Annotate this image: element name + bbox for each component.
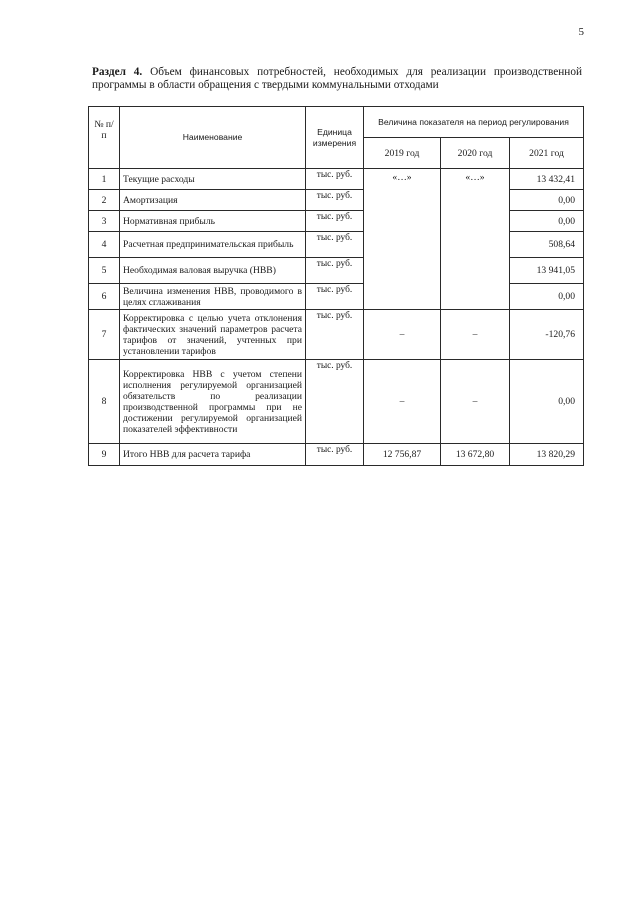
header-year-2020: 2020 год [441,138,510,169]
row-name: Расчетная предпринимательская прибыль [120,232,306,258]
table-row [89,258,584,284]
row-num: 6 [89,284,120,310]
section-label: Раздел 4. [92,66,143,78]
table-row [89,190,584,211]
row-value-2019: – [364,310,441,360]
row-unit: тыс. руб. [306,169,364,190]
merged-2019: «…» [364,169,441,310]
header-name: Наименование [120,107,306,169]
header-period: Величина показателя на период регулирования [364,107,584,138]
header-num: № п/п [89,107,120,169]
row-unit: тыс. руб. [306,284,364,310]
header-row-main [89,107,584,138]
header-year-2021: 2021 год [510,138,584,169]
table-row [89,232,584,258]
row-num: 8 [89,360,120,444]
row-value-2021: 13 820,29 [510,444,584,466]
table-row [89,211,584,232]
row-name: Амортизация [120,190,306,211]
row-unit: тыс. руб. [306,190,364,211]
row-num: 9 [89,444,120,466]
section-heading [92,66,582,92]
row-value-2021: 13 432,41 [510,169,584,190]
row-value-2021: 0,00 [510,190,584,211]
page-number: 5 [578,26,584,38]
row-value-2021: -120,76 [510,310,584,360]
section-title: Объем финансовых потребностей, необходимых для реализации производственной программы в области обращения с твердыми коммунальными отходами [92,66,583,91]
row-value-2021: 13 941,05 [510,258,584,284]
row-name: Необходимая валовая выручка (НВВ) [120,258,306,284]
row-name: Нормативная прибыль [120,211,306,232]
row-unit: тыс. руб. [306,360,364,444]
row-value-2020: 13 672,80 [441,444,510,466]
merged-2020: «…» [441,169,510,310]
row-num: 4 [89,232,120,258]
table-row-total [89,444,584,466]
row-value-2019: 12 756,87 [364,444,441,466]
table-row [89,169,584,190]
row-name: Итого НВВ для расчета тарифа [120,444,306,466]
row-value-2020: – [441,310,510,360]
row-name: Корректировка с целью учета отклонения фактических значений параметров расчета тарифов от значений, учтенных при установлении тарифов [120,310,306,360]
header-unit: Единица измерения [306,107,364,169]
row-num: 1 [89,169,120,190]
row-value-2021: 0,00 [510,211,584,232]
row-name: Текущие расходы [120,169,306,190]
row-unit: тыс. руб. [306,310,364,360]
row-value-2021: 508,64 [510,232,584,258]
row-name: Величина изменения НВВ, проводимого в целях сглаживания [120,284,306,310]
row-unit: тыс. руб. [306,444,364,466]
row-num: 3 [89,211,120,232]
table-row [89,310,584,360]
row-unit: тыс. руб. [306,211,364,232]
row-num: 5 [89,258,120,284]
row-value-2020: – [441,360,510,444]
row-num: 2 [89,190,120,211]
row-value-2021: 0,00 [510,360,584,444]
header-year-2019: 2019 год [364,138,441,169]
row-value-2021: 0,00 [510,284,584,310]
row-unit: тыс. руб. [306,232,364,258]
financial-needs-table [88,106,584,466]
table-row [89,360,584,444]
table-row [89,284,584,310]
row-value-2019: – [364,360,441,444]
row-name: Корректировка НВВ с учетом степени исполнения регулируемой организацией обязательств по реализации производственной программы при не достижении регулируемой организацией показателей эффективности [120,360,306,444]
row-unit: тыс. руб. [306,258,364,284]
row-num: 7 [89,310,120,360]
